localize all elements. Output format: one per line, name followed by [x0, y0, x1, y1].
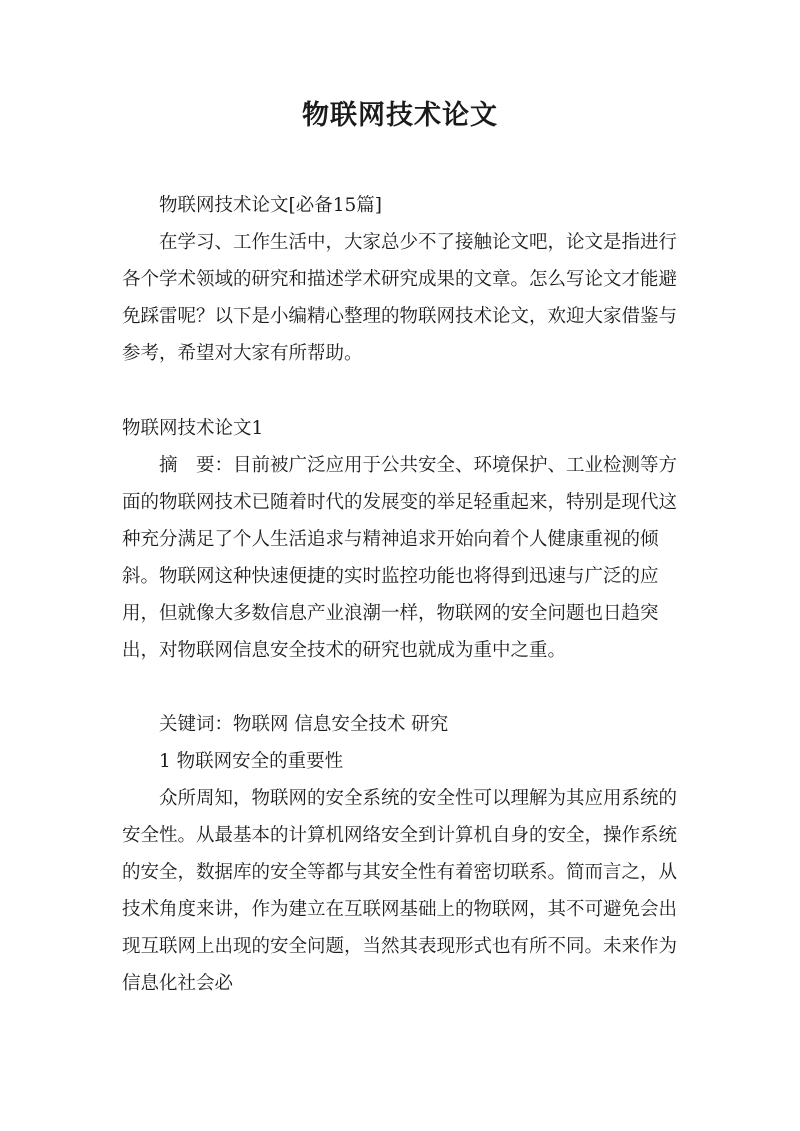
intro-subtitle: 物联网技术论文[必备15篇] [159, 195, 382, 216]
abstract-paragraph: 摘 要：目前被广泛应用于公共安全、环境保护、工业检测等方面的物联网技术已随着时代的发展变的举足轻重起来，特别是现代这种充分满足了个人生活追求与精神追求开始向着个人健康重视的倾斜。物联网这种快速便捷的实时监控功能也将得到迅速与广泛的应用，但就像大多数信息产业浪潮一样，物联网的安全问题也日趋突出，对物联网信息安全技术的研究也就成为重中之重。 [122, 455, 678, 661]
section-heading: 物联网技术论文1 [122, 418, 264, 439]
intro-paragraph: 在学习、工作生活中，大家总少不了接触论文吧，论文是指进行各个学术领域的研究和描述学术研究成果的文章。怎么写论文才能避免踩雷呢？以下是小编精心整理的物联网技术论文，欢迎大家借鉴与参考，希望对大家有所帮助。 [122, 232, 678, 364]
document-title: 物联网技术论文 [302, 100, 498, 131]
subsection-heading: 1 物联网安全的重要性 [159, 751, 344, 772]
body-paragraph: 众所周知，物联网的安全系统的安全性可以理解为其应用系统的安全性。从最基本的计算机网络安全到计算机自身的安全，操作系统的安全，数据库的安全等都与其安全性有着密切联系。简而言之，从技术角度来讲，作为建立在互联网基础上的物联网，其不可避免会出现互联网上出现的安全问题，当然其表现形式也有所不同。未来作为信息化社会必 [122, 788, 678, 994]
keywords-line: 关键词：物联网 信息安全技术 研究 [159, 714, 449, 735]
